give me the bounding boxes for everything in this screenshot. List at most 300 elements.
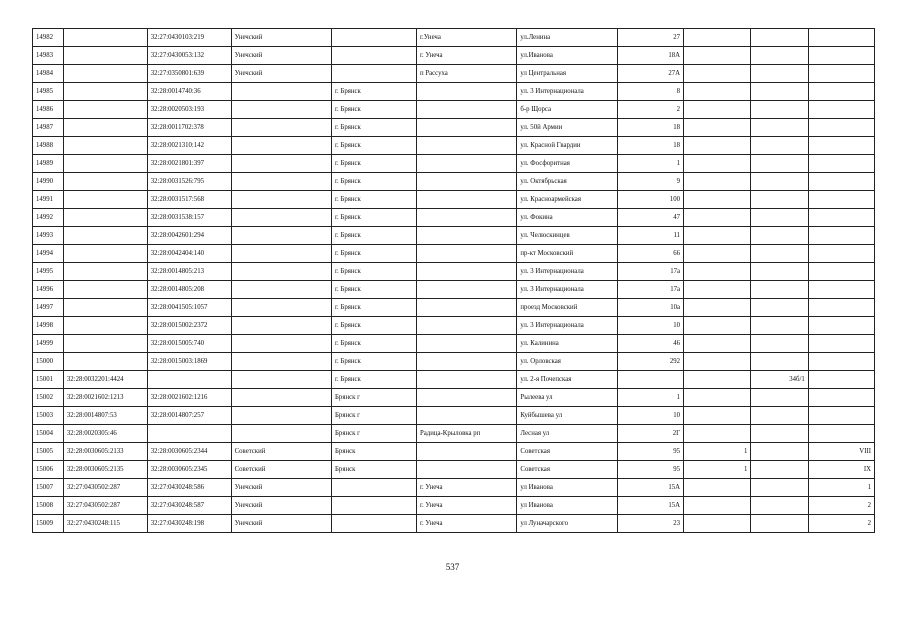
- city-cell: г. Брянск: [332, 137, 417, 155]
- old-cadastral-number-cell: 32:28:0032201:4424: [63, 371, 147, 389]
- record-number-cell: 14986: [33, 101, 64, 119]
- house-number-cell: 10: [617, 407, 683, 425]
- table-row: [33, 281, 875, 299]
- street-cell: ул. 3 Интернационала: [517, 317, 617, 335]
- street-cell: ул. Калинина: [517, 335, 617, 353]
- table-row: [33, 443, 875, 461]
- city-cell: г. Брянск: [332, 191, 417, 209]
- record-number-cell: 14996: [33, 281, 64, 299]
- house-number-cell: 47: [617, 209, 683, 227]
- table-row: [33, 191, 875, 209]
- premises-cell: [808, 137, 874, 155]
- building-cell: [684, 191, 751, 209]
- table-row: [33, 353, 875, 371]
- settlement-cell: г. Унеча: [417, 515, 517, 533]
- premises-cell: [808, 119, 874, 137]
- record-number-cell: 15001: [33, 371, 64, 389]
- table-row: [33, 371, 875, 389]
- premises-cell: [808, 173, 874, 191]
- city-cell: [332, 479, 417, 497]
- record-number-cell: 14999: [33, 335, 64, 353]
- street-cell: ул. Красноармейская: [517, 191, 617, 209]
- old-cadastral-number-cell: 32:28:0020305:46: [63, 425, 147, 443]
- house-number-cell: [617, 371, 683, 389]
- table-row: [33, 389, 875, 407]
- house-number-cell: 66: [617, 245, 683, 263]
- house-number-cell: 46: [617, 335, 683, 353]
- city-cell: г. Брянск: [332, 335, 417, 353]
- district-cell: [231, 353, 331, 371]
- premises-cell: VIII: [808, 443, 874, 461]
- premises-cell: [808, 317, 874, 335]
- street-cell: ул. 50й Армии: [517, 119, 617, 137]
- street-cell: ул. Челюскинцев: [517, 227, 617, 245]
- premises-cell: [808, 335, 874, 353]
- district-cell: Унечский: [231, 47, 331, 65]
- cadastral-number-cell: 32:28:0015002:2372: [147, 317, 231, 335]
- structure-cell: [751, 335, 808, 353]
- district-cell: [231, 317, 331, 335]
- city-cell: г. Брянск: [332, 371, 417, 389]
- old-cadastral-number-cell: [63, 155, 147, 173]
- street-cell: ул. Октябрьская: [517, 173, 617, 191]
- district-cell: [231, 371, 331, 389]
- structure-cell: [751, 83, 808, 101]
- district-cell: Унечский: [231, 29, 331, 47]
- premises-cell: [808, 191, 874, 209]
- street-cell: Советская: [517, 443, 617, 461]
- premises-cell: [808, 371, 874, 389]
- premises-cell: [808, 389, 874, 407]
- structure-cell: [751, 281, 808, 299]
- old-cadastral-number-cell: [63, 335, 147, 353]
- settlement-cell: г. Унеча: [417, 497, 517, 515]
- district-cell: [231, 101, 331, 119]
- structure-cell: [751, 47, 808, 65]
- house-number-cell: 18А: [617, 47, 683, 65]
- old-cadastral-number-cell: 32:27:0430248:115: [63, 515, 147, 533]
- settlement-cell: [417, 443, 517, 461]
- premises-cell: IX: [808, 461, 874, 479]
- house-number-cell: 9: [617, 173, 683, 191]
- street-cell: ул.Иванова: [517, 47, 617, 65]
- structure-cell: [751, 389, 808, 407]
- premises-cell: [808, 299, 874, 317]
- street-cell: ул Иванова: [517, 479, 617, 497]
- premises-cell: 1: [808, 479, 874, 497]
- settlement-cell: [417, 227, 517, 245]
- settlement-cell: [417, 191, 517, 209]
- house-number-cell: 15А: [617, 497, 683, 515]
- structure-cell: [751, 479, 808, 497]
- cadastral-number-cell: 32:28:0015005:740: [147, 335, 231, 353]
- table-row: [33, 65, 875, 83]
- record-number-cell: 15003: [33, 407, 64, 425]
- record-number-cell: 14982: [33, 29, 64, 47]
- cadastral-number-cell: 32:28:0011702:378: [147, 119, 231, 137]
- settlement-cell: г. Унеча: [417, 479, 517, 497]
- district-cell: [231, 209, 331, 227]
- premises-cell: [808, 101, 874, 119]
- structure-cell: [751, 299, 808, 317]
- building-cell: [684, 353, 751, 371]
- record-number-cell: 15002: [33, 389, 64, 407]
- district-cell: [231, 425, 331, 443]
- old-cadastral-number-cell: 32:28:0030605:2133: [63, 443, 147, 461]
- district-cell: Унечский: [231, 515, 331, 533]
- city-cell: Брянск: [332, 443, 417, 461]
- city-cell: г. Брянск: [332, 245, 417, 263]
- settlement-cell: г.Унеча: [417, 29, 517, 47]
- cadastral-number-cell: 32:27:0430103:219: [147, 29, 231, 47]
- old-cadastral-number-cell: 32:28:0014807:53: [63, 407, 147, 425]
- building-cell: 1: [684, 461, 751, 479]
- district-cell: [231, 407, 331, 425]
- table-row: [33, 47, 875, 65]
- settlement-cell: [417, 155, 517, 173]
- old-cadastral-number-cell: 32:27:0430502:287: [63, 497, 147, 515]
- settlement-cell: [417, 173, 517, 191]
- house-number-cell: 8: [617, 83, 683, 101]
- settlement-cell: [417, 263, 517, 281]
- old-cadastral-number-cell: [63, 101, 147, 119]
- record-number-cell: 15007: [33, 479, 64, 497]
- building-cell: [684, 425, 751, 443]
- old-cadastral-number-cell: [63, 245, 147, 263]
- street-cell: ул.Ленина: [517, 29, 617, 47]
- city-cell: [332, 497, 417, 515]
- settlement-cell: [417, 245, 517, 263]
- district-cell: [231, 245, 331, 263]
- house-number-cell: 95: [617, 461, 683, 479]
- house-number-cell: 292: [617, 353, 683, 371]
- structure-cell: [751, 515, 808, 533]
- old-cadastral-number-cell: [63, 137, 147, 155]
- old-cadastral-number-cell: [63, 29, 147, 47]
- cadastral-number-cell: 32:28:0014740:36: [147, 83, 231, 101]
- cadastral-number-cell: 32:27:0430248:587: [147, 497, 231, 515]
- house-number-cell: 27: [617, 29, 683, 47]
- structure-cell: [751, 317, 808, 335]
- old-cadastral-number-cell: 32:28:0030605:2135: [63, 461, 147, 479]
- house-number-cell: 2: [617, 101, 683, 119]
- cadastral-number-cell: 32:28:0042404:140: [147, 245, 231, 263]
- record-number-cell: 14994: [33, 245, 64, 263]
- premises-cell: [808, 83, 874, 101]
- house-number-cell: 15А: [617, 479, 683, 497]
- city-cell: г. Брянск: [332, 299, 417, 317]
- city-cell: г. Брянск: [332, 263, 417, 281]
- structure-cell: [751, 173, 808, 191]
- address-registry-table: [32, 28, 875, 533]
- house-number-cell: 17а: [617, 281, 683, 299]
- building-cell: [684, 281, 751, 299]
- building-cell: [684, 29, 751, 47]
- house-number-cell: 10а: [617, 299, 683, 317]
- building-cell: [684, 245, 751, 263]
- settlement-cell: [417, 83, 517, 101]
- building-cell: [684, 515, 751, 533]
- settlement-cell: [417, 317, 517, 335]
- settlement-cell: [417, 461, 517, 479]
- settlement-cell: [417, 137, 517, 155]
- structure-cell: [751, 101, 808, 119]
- premises-cell: [808, 209, 874, 227]
- old-cadastral-number-cell: 32:27:0430502:287: [63, 479, 147, 497]
- street-cell: ул. 2-я Почепская: [517, 371, 617, 389]
- street-cell: ул. 3 Интернационала: [517, 83, 617, 101]
- building-cell: [684, 389, 751, 407]
- cadastral-number-cell: 32:28:0014807:257: [147, 407, 231, 425]
- settlement-cell: [417, 281, 517, 299]
- old-cadastral-number-cell: [63, 47, 147, 65]
- city-cell: г. Брянск: [332, 281, 417, 299]
- street-cell: ул Центральная: [517, 65, 617, 83]
- cadastral-number-cell: 32:28:0031517:568: [147, 191, 231, 209]
- record-number-cell: 14984: [33, 65, 64, 83]
- house-number-cell: 95: [617, 443, 683, 461]
- street-cell: проезд Московский: [517, 299, 617, 317]
- cadastral-number-cell: 32:28:0041505:1057: [147, 299, 231, 317]
- city-cell: г. Брянск: [332, 227, 417, 245]
- table-row: [33, 245, 875, 263]
- cadastral-number-cell: 32:28:0030605:2344: [147, 443, 231, 461]
- structure-cell: [751, 407, 808, 425]
- structure-cell: [751, 137, 808, 155]
- building-cell: [684, 407, 751, 425]
- premises-cell: [808, 245, 874, 263]
- house-number-cell: 1: [617, 155, 683, 173]
- structure-cell: [751, 245, 808, 263]
- street-cell: ул. Фосфоритная: [517, 155, 617, 173]
- table-row: [33, 407, 875, 425]
- table-row: [33, 155, 875, 173]
- city-cell: Брянск: [332, 461, 417, 479]
- building-cell: [684, 173, 751, 191]
- settlement-cell: [417, 335, 517, 353]
- old-cadastral-number-cell: [63, 263, 147, 281]
- structure-cell: [751, 191, 808, 209]
- settlement-cell: Радица-Крыловка рп: [417, 425, 517, 443]
- building-cell: [684, 227, 751, 245]
- record-number-cell: 14988: [33, 137, 64, 155]
- structure-cell: [751, 353, 808, 371]
- district-cell: [231, 281, 331, 299]
- cadastral-number-cell: 32:28:0042601:294: [147, 227, 231, 245]
- building-cell: [684, 209, 751, 227]
- district-cell: Унечский: [231, 497, 331, 515]
- old-cadastral-number-cell: [63, 191, 147, 209]
- structure-cell: [751, 461, 808, 479]
- record-number-cell: 15004: [33, 425, 64, 443]
- building-cell: [684, 263, 751, 281]
- structure-cell: [751, 497, 808, 515]
- settlement-cell: [417, 389, 517, 407]
- district-cell: [231, 119, 331, 137]
- settlement-cell: г. Унеча: [417, 47, 517, 65]
- settlement-cell: [417, 209, 517, 227]
- table-row: [33, 29, 875, 47]
- building-cell: 1: [684, 443, 751, 461]
- house-number-cell: 18: [617, 119, 683, 137]
- cadastral-number-cell: 32:28:0031526:795: [147, 173, 231, 191]
- table-row: [33, 227, 875, 245]
- table-row: [33, 425, 875, 443]
- city-cell: Брянск г: [332, 407, 417, 425]
- city-cell: г. Брянск: [332, 317, 417, 335]
- building-cell: [684, 479, 751, 497]
- premises-cell: [808, 425, 874, 443]
- city-cell: г. Брянск: [332, 83, 417, 101]
- settlement-cell: п Рассуха: [417, 65, 517, 83]
- settlement-cell: [417, 407, 517, 425]
- house-number-cell: 11: [617, 227, 683, 245]
- street-cell: ул. Фокина: [517, 209, 617, 227]
- table-row: [33, 119, 875, 137]
- record-number-cell: 14983: [33, 47, 64, 65]
- building-cell: [684, 65, 751, 83]
- district-cell: Унечский: [231, 479, 331, 497]
- district-cell: [231, 173, 331, 191]
- table-row: [33, 263, 875, 281]
- structure-cell: [751, 263, 808, 281]
- cadastral-number-cell: 32:27:0430248:198: [147, 515, 231, 533]
- record-number-cell: 15005: [33, 443, 64, 461]
- old-cadastral-number-cell: [63, 83, 147, 101]
- house-number-cell: 27А: [617, 65, 683, 83]
- district-cell: Советский: [231, 443, 331, 461]
- district-cell: [231, 389, 331, 407]
- settlement-cell: [417, 119, 517, 137]
- record-number-cell: 14991: [33, 191, 64, 209]
- old-cadastral-number-cell: [63, 227, 147, 245]
- house-number-cell: 17а: [617, 263, 683, 281]
- cadastral-number-cell: 32:28:0014805:208: [147, 281, 231, 299]
- old-cadastral-number-cell: [63, 281, 147, 299]
- structure-cell: [751, 443, 808, 461]
- building-cell: [684, 299, 751, 317]
- settlement-cell: [417, 101, 517, 119]
- cadastral-number-cell: 32:27:0350801:639: [147, 65, 231, 83]
- street-cell: Советская: [517, 461, 617, 479]
- structure-cell: [751, 155, 808, 173]
- old-cadastral-number-cell: [63, 65, 147, 83]
- street-cell: Лесная ул: [517, 425, 617, 443]
- record-number-cell: 14997: [33, 299, 64, 317]
- table-body: [33, 29, 875, 533]
- house-number-cell: 1: [617, 389, 683, 407]
- cadastral-number-cell: [147, 371, 231, 389]
- old-cadastral-number-cell: [63, 119, 147, 137]
- district-cell: [231, 155, 331, 173]
- record-number-cell: 14998: [33, 317, 64, 335]
- building-cell: [684, 47, 751, 65]
- street-cell: ул. Орловская: [517, 353, 617, 371]
- city-cell: Брянск г: [332, 389, 417, 407]
- street-cell: ул Иванова: [517, 497, 617, 515]
- old-cadastral-number-cell: [63, 353, 147, 371]
- record-number-cell: 14989: [33, 155, 64, 173]
- premises-cell: [808, 281, 874, 299]
- building-cell: [684, 155, 751, 173]
- premises-cell: [808, 407, 874, 425]
- structure-cell: [751, 425, 808, 443]
- settlement-cell: [417, 371, 517, 389]
- street-cell: Куйбышева ул: [517, 407, 617, 425]
- cadastral-number-cell: 32:27:0430053:132: [147, 47, 231, 65]
- old-cadastral-number-cell: [63, 209, 147, 227]
- city-cell: [332, 47, 417, 65]
- cadastral-number-cell: [147, 425, 231, 443]
- district-cell: Унечский: [231, 65, 331, 83]
- cadastral-number-cell: 32:28:0021801:397: [147, 155, 231, 173]
- district-cell: [231, 137, 331, 155]
- district-cell: [231, 263, 331, 281]
- premises-cell: [808, 65, 874, 83]
- record-number-cell: 15008: [33, 497, 64, 515]
- house-number-cell: 23: [617, 515, 683, 533]
- table-row: [33, 137, 875, 155]
- table-row: [33, 335, 875, 353]
- record-number-cell: 15009: [33, 515, 64, 533]
- city-cell: г. Брянск: [332, 209, 417, 227]
- old-cadastral-number-cell: [63, 173, 147, 191]
- settlement-cell: [417, 299, 517, 317]
- structure-cell: 34б/1: [751, 371, 808, 389]
- city-cell: Брянск г: [332, 425, 417, 443]
- city-cell: г. Брянск: [332, 101, 417, 119]
- table-row: [33, 317, 875, 335]
- structure-cell: [751, 227, 808, 245]
- record-number-cell: 15000: [33, 353, 64, 371]
- cadastral-number-cell: 32:28:0014805:213: [147, 263, 231, 281]
- street-cell: ул. 3 Интернационала: [517, 263, 617, 281]
- record-number-cell: 15006: [33, 461, 64, 479]
- table-row: [33, 515, 875, 533]
- city-cell: г. Брянск: [332, 155, 417, 173]
- district-cell: Советский: [231, 461, 331, 479]
- cadastral-number-cell: 32:28:0020503:193: [147, 101, 231, 119]
- house-number-cell: 18: [617, 137, 683, 155]
- premises-cell: 2: [808, 497, 874, 515]
- premises-cell: [808, 47, 874, 65]
- house-number-cell: 2Г: [617, 425, 683, 443]
- building-cell: [684, 317, 751, 335]
- building-cell: [684, 101, 751, 119]
- table-row: [33, 299, 875, 317]
- table-row: [33, 173, 875, 191]
- old-cadastral-number-cell: 32:28:0021602:1213: [63, 389, 147, 407]
- district-cell: [231, 191, 331, 209]
- premises-cell: [808, 227, 874, 245]
- structure-cell: [751, 65, 808, 83]
- building-cell: [684, 137, 751, 155]
- premises-cell: [808, 353, 874, 371]
- cadastral-number-cell: 32:27:0430248:586: [147, 479, 231, 497]
- street-cell: б-р Щорса: [517, 101, 617, 119]
- house-number-cell: 10: [617, 317, 683, 335]
- cadastral-number-cell: 32:28:0030605:2345: [147, 461, 231, 479]
- record-number-cell: 14993: [33, 227, 64, 245]
- old-cadastral-number-cell: [63, 317, 147, 335]
- settlement-cell: [417, 353, 517, 371]
- cadastral-number-cell: 32:28:0031538:157: [147, 209, 231, 227]
- street-cell: ул Луначарского: [517, 515, 617, 533]
- record-number-cell: 14985: [33, 83, 64, 101]
- building-cell: [684, 371, 751, 389]
- district-cell: [231, 227, 331, 245]
- cadastral-number-cell: 32:28:0021310:142: [147, 137, 231, 155]
